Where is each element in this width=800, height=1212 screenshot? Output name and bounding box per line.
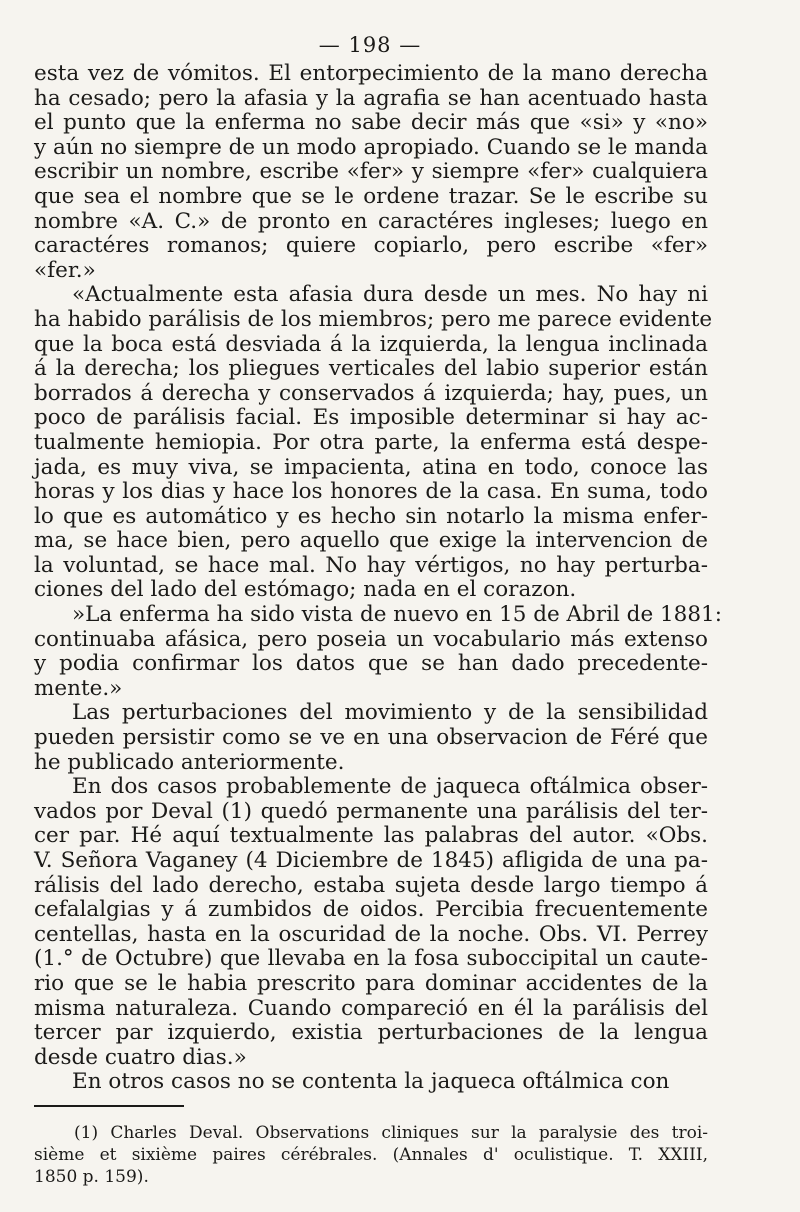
footnote-line: sième et sixième paires cérébrales. (Annales d' oculistique. T. XXIII,	[34, 1145, 708, 1165]
text-line: vados por Deval (1) quedó permanente una parálisis del ter-	[34, 798, 708, 824]
text-line: cefalalgias y á zumbidos de oidos. Percibia frecuentemente	[34, 897, 708, 923]
text-line: y podia confirmar los datos que se han dado precedente-	[34, 651, 708, 677]
text-line: ma, se hace bien, pero aquello que exige la intervencion de	[34, 528, 708, 554]
text-line: ciones del lado del estómago; nada en el corazon.	[34, 577, 577, 603]
text-line: rálisis del lado derecho, estaba sujeta desde largo tiempo á	[34, 872, 708, 898]
text-line: escribir un nombre, escribe «fer» y siempre «fer» cualquiera	[34, 159, 708, 185]
text-line: desde cuatro dias.»	[34, 1044, 247, 1070]
text-line: borrados á derecha y conservados á izquierda; hay, pues, un	[34, 380, 708, 406]
text-line: poco de parálisis facial. Es imposible determinar si hay ac-	[34, 405, 708, 431]
text-line: á la derecha; los pliegues verticales del labio superior están	[34, 356, 708, 382]
text-line: y aún no siempre de un modo apropiado. Cuando se le manda	[34, 134, 708, 160]
text-line: que la boca está desviada á la izquierda, la lengua inclinada	[34, 331, 708, 357]
text-line: misma naturaleza. Cuando compareció en él la parálisis del	[34, 995, 708, 1021]
text-line: lo que es automático y es hecho sin notarlo la misma enfer-	[34, 503, 708, 529]
footnote-rule	[34, 1105, 184, 1107]
text-line: »La enferma ha sido vista de nuevo en 15 de Abril de 1881:	[72, 602, 722, 628]
text-line: caractéres romanos; quiere copiarlo, pero escribe «fer»	[34, 233, 708, 259]
text-line: rio que se le habia prescrito para dominar accidentes de la	[34, 970, 708, 996]
text-line: (1.° de Octubre) que llevaba en la fosa suboccipital un caute-	[34, 946, 708, 972]
text-line: tualmente hemiopia. Por otra parte, la enferma está despe-	[34, 429, 708, 455]
text-line: pueden persistir como se ve en una observacion de Féré que	[34, 725, 708, 751]
footnote	[34, 1122, 708, 1188]
text-line: horas y los dias y hace los honores de la casa. En suma, todo	[34, 479, 708, 505]
text-line: el punto que la enferma no sabe decir más que «si» y «no»	[34, 110, 708, 136]
text-line: cer par. Hé aquí textualmente las palabras del autor. «Obs.	[34, 823, 708, 849]
text-line: continuaba afásica, pero poseia un vocabulario más extenso	[34, 626, 708, 652]
text-line: mente.»	[34, 675, 123, 701]
text-line: «Actualmente esta afasia dura desde un mes. No hay ni	[72, 282, 708, 308]
page-number: — 198 —	[318, 33, 422, 57]
text-line: centellas, hasta en la oscuridad de la noche. Obs. VI. Perrey	[34, 921, 708, 947]
text-line: «fer.»	[34, 257, 96, 283]
text-line: ha habido parálisis de los miembros; pero me parece evidente	[34, 306, 713, 332]
text-line: ha cesado; pero la afasia y la agrafia se han acentuado hasta	[34, 85, 708, 111]
footnote-line: 1850 p. 159).	[34, 1167, 149, 1187]
text-line: he publicado anteriormente.	[34, 749, 345, 775]
body-text	[34, 61, 722, 1095]
footnote-line: (1) Charles Deval. Observations cliniques sur la paralysie des troi-	[74, 1123, 708, 1143]
text-line: la voluntad, se hace mal. No hay vértigos, no hay perturba-	[34, 552, 708, 578]
text-line: En otros casos no se contenta la jaqueca oftálmica con	[72, 1069, 670, 1095]
text-line: Las perturbaciones del movimiento y de la sensibilidad	[72, 700, 708, 726]
text-line: V. Señora Vaganey (4 Diciembre de 1845) afligida de una pa-	[34, 848, 708, 873]
text-line: En dos casos probablemente de jaqueca oftálmica obser-	[72, 774, 708, 800]
text-line: que sea el nombre que se le ordene trazar. Se le escribe su	[34, 183, 708, 209]
text-line: jada, es muy viva, se impacienta, atina en todo, conoce las	[34, 454, 708, 480]
text-line: tercer par izquierdo, existia perturbaciones de la lengua	[34, 1020, 708, 1046]
text-line: nombre «A. C.» de pronto en caractéres ingleses; luego en	[34, 208, 708, 234]
text-line: esta vez de vómitos. El entorpecimiento de la mano derecha	[34, 61, 708, 86]
